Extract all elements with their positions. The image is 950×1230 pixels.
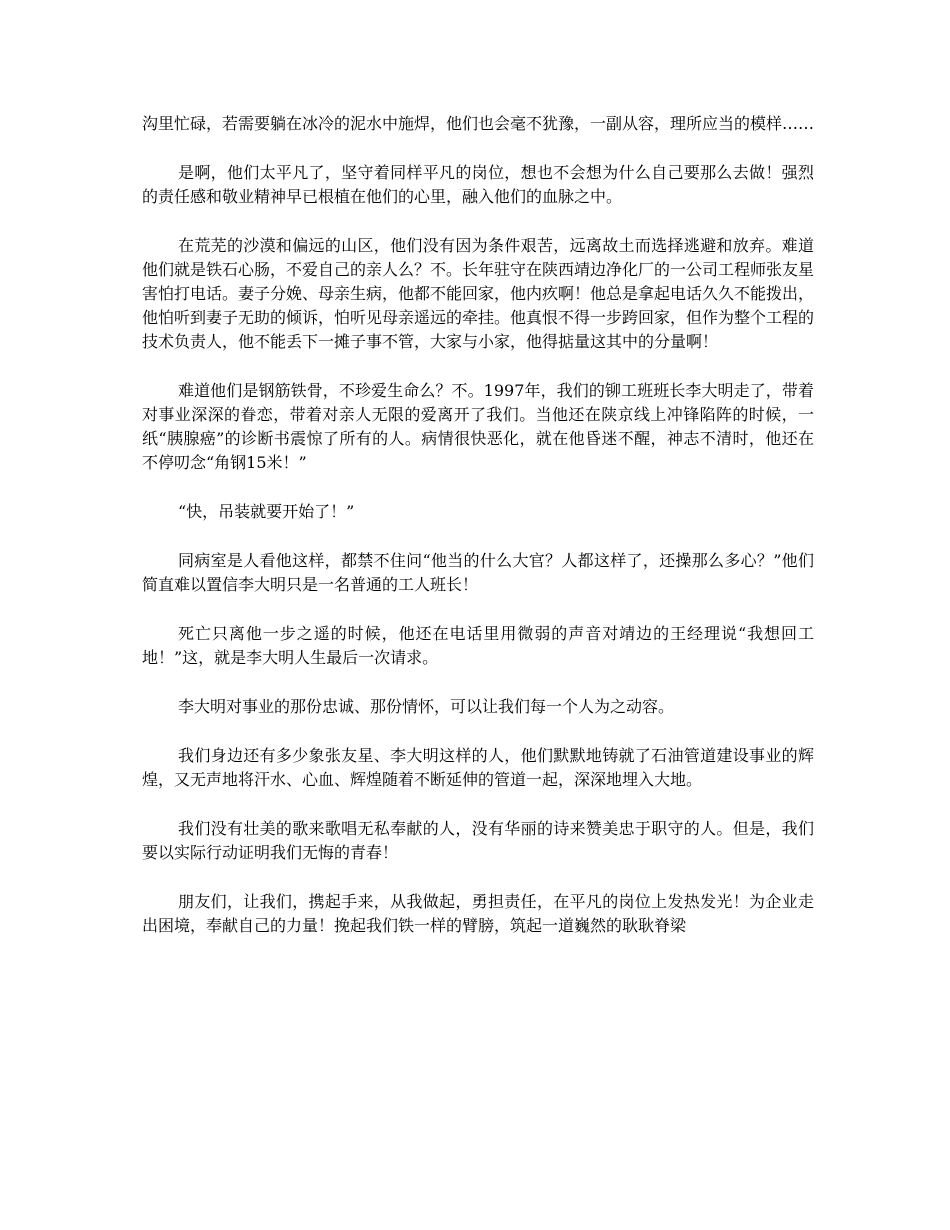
- paragraph-continued: 沟里忙碌，若需要躺在冰冷的泥水中施焊，他们也会毫不犹豫，一副从容，理所应当的模样……: [142, 114, 815, 133]
- paragraph: 在荒芜的沙漠和偏远的山区，他们没有因为条件艰苦，远离故土而选择逃避和放弃。难道他们就是铁石心肠，不爱自己的亲人么？不。长年驻守在陕西靖边净化厂的一公司工程师张友星害怕打电话。妻子分娩、母亲生病，他都不能回家，他内疚啊！他总是拿起电话久久不能拨出，他怕听到妻子无助的倾诉，怕听见母亲遥远的牵挂。他真恨不得一步跨回家，但作为整个工程的技术负责人，他不能丢下一摊子事不管，大家与小家，他得掂量这其中的分量啊！: [142, 236, 815, 351]
- paragraph: 难道他们是钢筋铁骨，不珍爱生命么？不。1997年，我们的铆工班班长李大明走了，带着对事业深深的眷恋，带着对亲人无限的爱离开了我们。当他还在陕京线上冲锋陷阵的时候，一纸“胰腺癌”的诊断书震惊了所有的人。病情很快恶化，就在他昏迷不醒，神志不清时，他还在不停叨念“角钢15米！”: [142, 381, 814, 472]
- paragraph: 死亡只离他一步之遥的时候，他还在电话里用微弱的声音对靖边的王经理说“我想回工地！”这，就是李大明人生最后一次请求。: [142, 624, 814, 667]
- paragraph: 朋友们，让我们，携起手来，从我做起，勇担责任，在平凡的岗位上发热发光！为企业走出困境，奉献自己的力量！挽起我们铁一样的臂膀，筑起一道巍然的耿耿脊梁: [142, 892, 814, 935]
- paragraph: 李大明对事业的那份忠诚、那份情怀，可以让我们每一个人为之动容。: [178, 697, 675, 716]
- document-body: [142, 112, 814, 963]
- paragraph: 同病室是人看他这样，都禁不住问“他当的什么大官？人都这样了，还操那么多心？”他们简直难以置信李大明只是一名普通的工人班长！: [142, 551, 814, 594]
- paragraph: “快，吊装就要开始了！”: [178, 502, 355, 521]
- paragraph: 我们身边还有多少象张友星、李大明这样的人，他们默默地铸就了石油管道建设事业的辉煌，又无声地将汗水、心血、辉煌随着不断延伸的管道一起，深深地埋入大地。: [142, 746, 814, 789]
- paragraph: 我们没有壮美的歌来歌唱无私奉献的人，没有华丽的诗来赞美忠于职守的人。但是，我们要以实际行动证明我们无悔的青春！: [142, 819, 814, 862]
- paragraph: 是啊，他们太平凡了，坚守着同样平凡的岗位，想也不会想为什么自己要那么去做！强烈的责任感和敬业精神早已根植在他们的心里，融入他们的血脉之中。: [142, 163, 814, 206]
